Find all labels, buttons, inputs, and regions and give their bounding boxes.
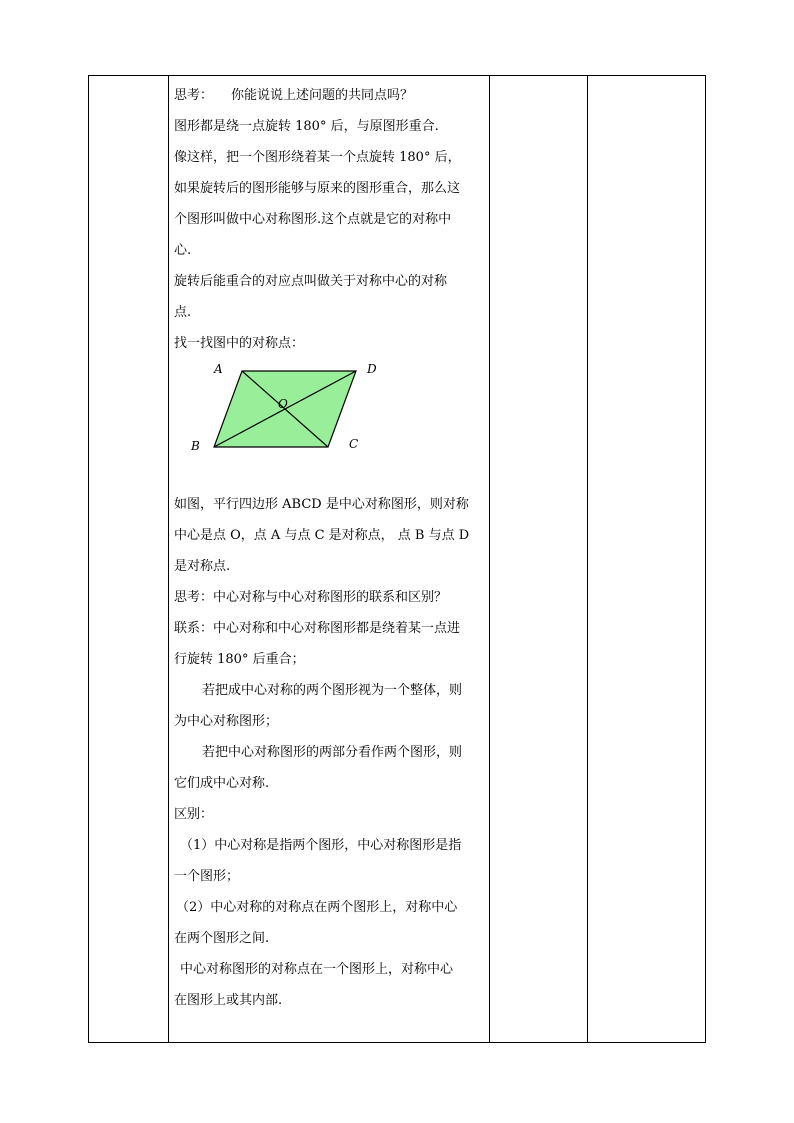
label-a: A <box>214 362 223 376</box>
think-question <box>174 80 484 111</box>
lesson-content <box>174 80 484 1016</box>
label-c: C <box>349 437 359 451</box>
column-divider-2 <box>489 76 490 1042</box>
label-d: D <box>367 362 377 376</box>
column-divider-1 <box>168 76 169 1042</box>
difference-3-line-2: 在图形上或其内部. <box>174 993 283 1008</box>
difference-label: 区别： <box>174 807 214 822</box>
symmetric-point-line-2: 点. <box>174 305 192 320</box>
parallelogram-figure <box>174 359 484 489</box>
difference-2-line-1: （2）中心对称的对称点在两个图形上，对称中心 <box>176 900 458 915</box>
symmetric-point-line-1: 旋转后能重合的对应点叫做关于对称中心的对称 <box>174 274 448 289</box>
explanation-line-3: 是对称点. <box>174 559 231 574</box>
parallelogram-svg <box>174 359 484 489</box>
difference-2-line-2: 在两个图形之间. <box>174 931 270 946</box>
paragraph-common-point: 图形都是绕一点旋转 180° 后，与原图形重合. <box>174 119 439 134</box>
label-b: B <box>191 439 200 453</box>
relation-line-2: 行旋转 180° 后重合； <box>174 652 305 667</box>
definition-line-4: 心. <box>174 243 192 258</box>
relation-line-1: 联系：中心对称和中心对称图形都是绕着某一点进 <box>174 621 461 636</box>
relation-line-3: 若把成中心对称的两个图形视为一个整体，则 <box>202 683 463 698</box>
think-label: 思考： <box>174 88 214 103</box>
definition-line-1: 像这样，把一个图形绕着某一个点旋转 180° 后， <box>174 150 461 165</box>
relation-line-5: 若把中心对称图形的两部分看作两个图形，则 <box>202 745 463 760</box>
difference-3-line-1: 中心对称图形的对称点在一个图形上，对称中心 <box>180 962 454 977</box>
relation-line-6: 它们成中心对称. <box>174 776 270 791</box>
difference-1-line-1: （1）中心对称是指两个图形，中心对称图形是指 <box>180 838 462 853</box>
column-divider-3 <box>587 76 588 1042</box>
explanation-line-2: 中心是点 O，点 A 与点 C 是对称点， 点 B 与点 D <box>174 528 470 543</box>
explanation-line-1: 如图，平行四边形 ABCD 是中心对称图形，则对称 <box>174 497 469 512</box>
difference-1-line-2: 一个图形； <box>174 869 240 884</box>
relation-line-4: 为中心对称图形； <box>174 714 279 729</box>
think-relation-question: 思考：中心对称与中心对称图形的联系和区别？ <box>174 590 448 605</box>
definition-line-2: 如果旋转后的图形能够与原来的图形重合，那么这 <box>174 181 461 196</box>
find-points-prompt: 找一找图中的对称点： <box>174 336 305 351</box>
definition-line-3: 个图形叫做中心对称图形.这个点就是它的对称中 <box>174 212 452 227</box>
label-o: O <box>278 397 288 411</box>
think-text: 你能说说上述问题的共同点吗？ <box>231 88 414 103</box>
